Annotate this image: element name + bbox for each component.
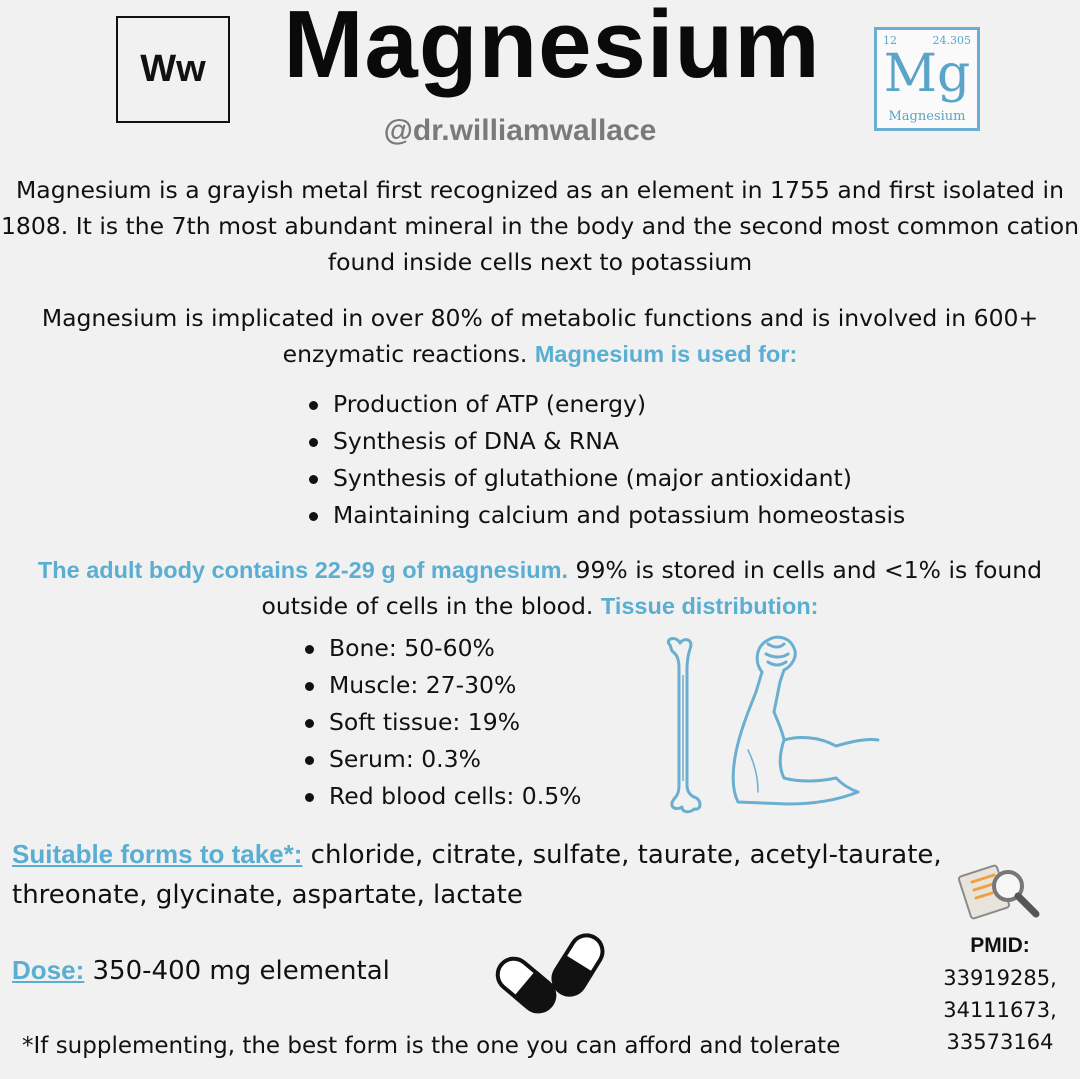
pmid-label: PMID: [970, 934, 1030, 957]
atomic-mass: 24.305 [932, 34, 971, 47]
pmid-id: 34111673, [943, 998, 1057, 1022]
distribution-list [301, 630, 661, 815]
list-item: Red blood cells: 0.5% [325, 778, 661, 815]
distribution-highlight-tail: Tissue distribution: [600, 593, 819, 619]
list-item: Serum: 0.3% [325, 741, 661, 778]
suitable-forms [12, 834, 952, 915]
pmid-id: 33573164 [946, 1030, 1054, 1054]
list-item: Synthesis of DNA & RNA [329, 423, 1005, 460]
functions-list [305, 386, 1005, 534]
page-title: Magnesium [283, 0, 821, 98]
dose-line [12, 950, 390, 991]
list-item: Maintaining calcium and potassium homeostasis [329, 497, 1005, 534]
functions-highlight: Magnesium is used for: [534, 341, 798, 367]
pmid-references [930, 930, 1070, 1058]
dose-text: 350-400 mg elemental [92, 956, 390, 986]
logo-text: Ww [140, 48, 206, 90]
list-item: Bone: 50-60% [325, 630, 661, 667]
dose-label: Dose: [12, 955, 85, 985]
list-item: Soft tissue: 19% [325, 704, 661, 741]
bone-icon [660, 635, 710, 815]
author-handle: @dr.williamwallace [383, 114, 657, 147]
element-symbol: Mg [883, 44, 971, 104]
functions-paragraph [0, 300, 1080, 372]
atomic-number: 12 [883, 34, 897, 47]
capsule-icon [486, 915, 616, 1025]
list-item: Muscle: 27-30% [325, 667, 661, 704]
list-item: Synthesis of glutathione (major antioxidant) [329, 460, 1005, 497]
footnote: *If supplementing, the best form is the one you can afford and tolerate [22, 1033, 841, 1059]
pmid-id: 33919285, [943, 966, 1057, 990]
periodic-element-tile [874, 27, 980, 131]
list-item: Production of ATP (energy) [329, 386, 1005, 423]
functions-text: Magnesium is implicated in over 80% of metabolic functions and is involved in 600+ enzymatic reactions. [41, 304, 1039, 368]
intro-paragraph [0, 172, 1080, 280]
flexed-arm-icon [718, 632, 883, 812]
brand-logo [116, 16, 230, 123]
distribution-text: 99% is stored in cells and <1% is found outside of cells in the blood. [261, 556, 1043, 620]
research-magnifier-icon [958, 860, 1044, 920]
distribution-highlight-lead: The adult body contains 22-29 g of magnesium. [37, 557, 569, 583]
intro-text: Magnesium is a grayish metal first recognized as an element in 1755 and first isolated in 1808. It is the 7th most abundant mineral in the body and the second most common cation found inside cells next to potassium [0, 176, 1080, 276]
forms-label: Suitable forms to take*: [12, 839, 303, 869]
element-name: Magnesium [888, 109, 966, 124]
forms-text: chloride, citrate, sulfate, taurate, acetyl-taurate, threonate, glycinate, aspartate, lactate [12, 840, 942, 910]
distribution-paragraph [0, 552, 1080, 624]
